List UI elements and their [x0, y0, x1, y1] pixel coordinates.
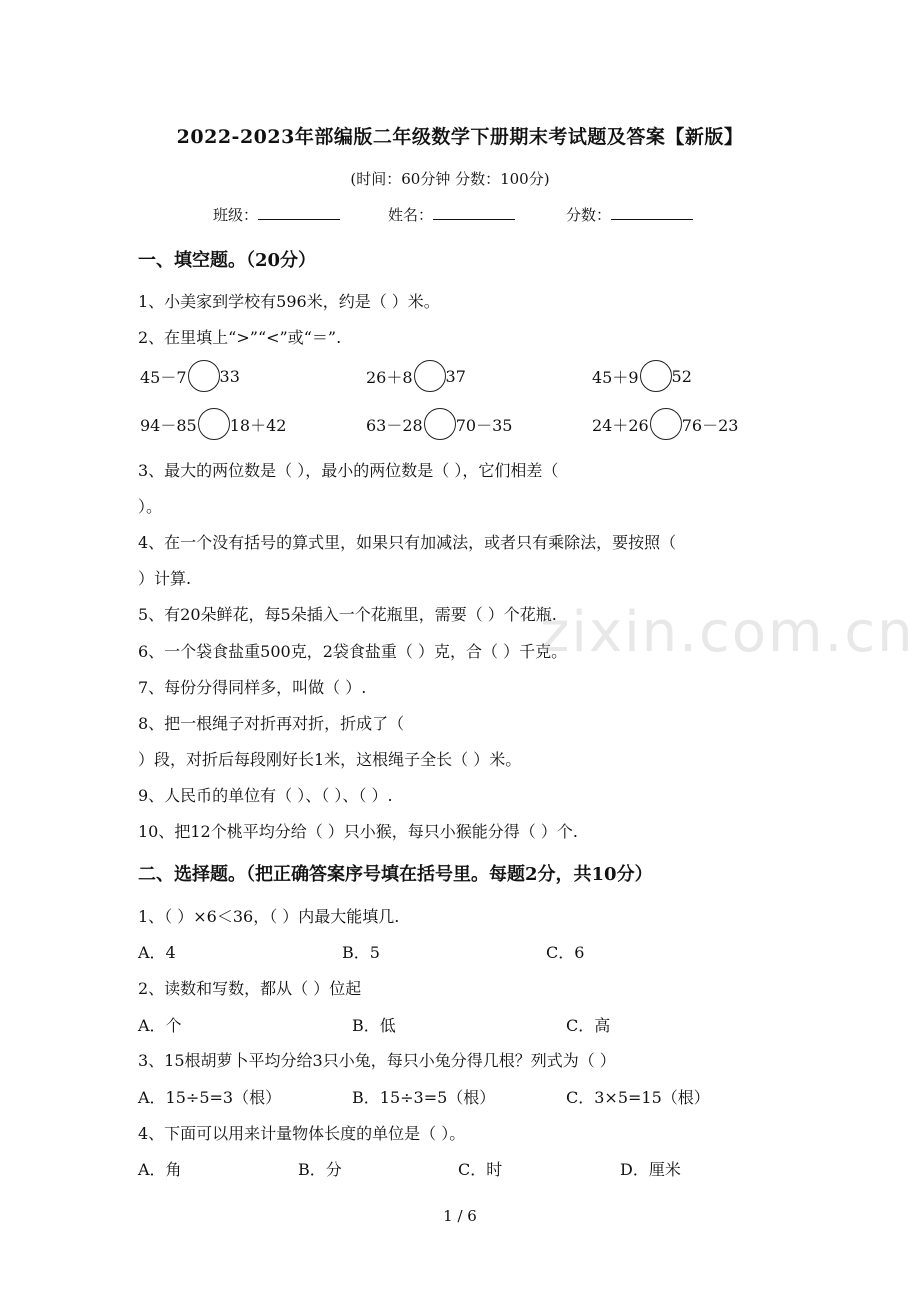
class-blank — [258, 205, 340, 220]
question-2-3: 3、15根胡萝卜平均分给3只小兔，每只小兔分得几根？列式为（ ） — [138, 1051, 616, 1070]
watermark: zixin.com.cn — [540, 600, 915, 665]
name-label: 姓名： — [388, 206, 434, 224]
answer-circle[interactable] — [640, 360, 672, 392]
question-1-9: 9、人民币的单位有（ ）、（ ）、（ ）. — [138, 786, 393, 805]
question-1-6: 6、一个袋食盐重500克，2袋食盐重（ ）克，合（ ）千克。 — [138, 642, 568, 661]
option-a: A．15÷5=3（根） — [138, 1088, 282, 1107]
comparison-left: 63－28 — [366, 415, 423, 435]
option-b: B．5 — [342, 943, 380, 962]
option-a: A．4 — [138, 943, 176, 962]
comparison-right: 33 — [219, 366, 240, 386]
name-blank — [433, 205, 515, 220]
answer-circle[interactable] — [424, 408, 456, 440]
class-field — [213, 204, 340, 225]
exam-time-score: (时间：60分钟 分数：100分) — [350, 170, 550, 188]
option-c: C．3×5=15（根） — [566, 1088, 710, 1107]
question-1-8: 8、把一根绳子对折再对折，折成了（ — [138, 714, 405, 733]
question-1-1: 1、小美家到学校有596米，约是（ ）米。 — [138, 292, 440, 311]
score-blank — [611, 205, 693, 220]
answer-circle[interactable] — [188, 360, 220, 392]
comparison-item — [140, 360, 240, 392]
option-c: C．高 — [566, 1016, 611, 1035]
class-label: 班级： — [213, 206, 259, 224]
name-field — [388, 204, 515, 225]
comparison-right: 52 — [671, 366, 692, 386]
question-1-2: 2、在里填上“>”“<”或“＝”. — [138, 328, 342, 347]
option-b: B．低 — [352, 1016, 396, 1035]
option-b: B．15÷3=5（根） — [352, 1088, 496, 1107]
question-1-10: 10、把12个桃平均分给（ ）只小猴，每只小猴能分得（ ）个. — [138, 822, 578, 841]
question-1-7: 7、每份分得同样多，叫做（ ）. — [138, 678, 367, 697]
question-2-2: 2、读数和写数，都从（ ）位起 — [138, 979, 362, 998]
answer-circle[interactable] — [198, 408, 230, 440]
page-number: 1 / 6 — [443, 1207, 477, 1225]
section-1-heading: 一、填空题。（20分） — [138, 250, 317, 271]
question-2-1: 1、（ ）×6＜36，（ ）内最大能填几. — [138, 907, 400, 926]
comparison-left: 45－7 — [140, 367, 187, 387]
question-1-5: 5、有20朵鲜花，每5朵插入一个花瓶里，需要（ ）个花瓶. — [138, 605, 557, 624]
answer-circle[interactable] — [650, 408, 682, 440]
comparison-item — [366, 360, 466, 392]
question-1-4: 4、在一个没有括号的算式里，如果只有加减法，或者只有乘除法，要按照（ — [138, 533, 677, 552]
comparison-left: 24＋26 — [592, 415, 649, 435]
comparison-item — [592, 360, 692, 392]
question-2-4: 4、下面可以用来计量物体长度的单位是（ ）。 — [138, 1124, 466, 1143]
comparison-item — [592, 408, 738, 440]
comparison-item — [140, 408, 286, 440]
comparison-right: 70－35 — [455, 415, 513, 435]
answer-circle[interactable] — [414, 360, 446, 392]
comparison-right: 76－23 — [681, 415, 739, 435]
comparison-left: 45＋9 — [592, 367, 639, 387]
comparison-left: 26＋8 — [366, 367, 413, 387]
comparison-left: 94－85 — [140, 415, 197, 435]
option-c: C．时 — [458, 1160, 503, 1179]
score-field — [566, 204, 693, 225]
question-1-8-cont: ）段，对折后每段刚好长1米，这根绳子全长（ ）米。 — [138, 750, 522, 769]
question-1-3-cont: ）。 — [138, 497, 163, 516]
option-a: A．个 — [138, 1016, 182, 1035]
comparison-right: 37 — [445, 366, 466, 386]
option-d: D．厘米 — [620, 1160, 681, 1179]
section-2-heading: 二、选择题。（把正确答案序号填在括号里。每题2分，共10分） — [138, 864, 653, 885]
question-1-3: 3、最大的两位数是（ ），最小的两位数是（ ），它们相差（ — [138, 461, 559, 480]
option-a: A．角 — [138, 1160, 182, 1179]
score-label: 分数： — [566, 206, 612, 224]
comparison-right: 18＋42 — [229, 415, 287, 435]
comparison-item — [366, 408, 512, 440]
document-title: 2022-2023年部编版二年级数学下册期末考试题及答案【新版】 — [176, 126, 744, 148]
option-c: C．6 — [546, 943, 585, 962]
question-1-4-cont: ）计算. — [138, 569, 192, 588]
option-b: B．分 — [298, 1160, 342, 1179]
